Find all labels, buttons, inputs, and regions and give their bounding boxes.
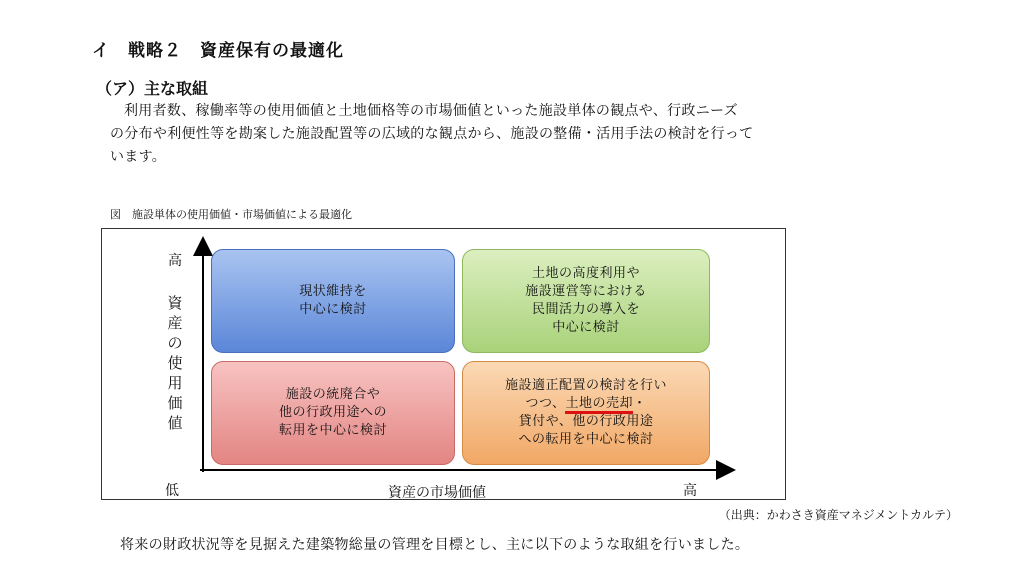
quadrant-bottom-right-text [505,377,667,449]
subsection-heading: （ア）主な取組 [96,79,209,98]
source-note: （出典：かわさき資産マネジメントカルテ） [718,508,958,522]
paragraph-line-2: の分布や利便性等を勘案した施設配置等の広域的な観点から、施設の整備・活用手法の検討を行って [110,126,754,142]
x-axis-high-label: 高 [683,483,697,499]
quadrant-bottom-right [462,361,710,465]
quadrant-bottom-left-text: 施設の統廃合や 他の行政用途への 転用を中心に検討 [278,387,387,438]
quadrant-top-right-text: 土地の高度利用や 施設運営等における 民間活力の導入を 中心に検討 [525,266,647,335]
y-axis-high-label: 高 [168,253,182,269]
y-axis-label: 資産の使用価値 [167,294,183,432]
quadrant-bottom-right-post: ・ 貸付や、他の行政用途 への転用を中心に検討 [518,396,654,447]
x-axis-label: 資産の市場価値 [388,485,486,501]
land-sale-underlined: 土地の売却 [565,396,633,414]
quadrant-bottom-right-pre: 施設適正配置の検討を行い つつ、 [504,378,667,411]
quadrant-bottom-left [211,361,455,465]
quadrant-top-left-text: 現状維持を 中心に検討 [299,284,367,317]
closing-sentence: 将来の財政状況等を見据えた建築物総量の管理を目標とし、主に以下のような取組を行いました。 [120,537,750,553]
quadrant-top-left [211,249,455,353]
paragraph-line-1: 利用者数、稼働率等の使用価値と土地価格等の市場価値といった施設単体の観点や、行政ニーズ [124,103,738,119]
paragraph-line-3: います。 [110,149,167,165]
quadrant-top-right [462,249,710,353]
section-heading: イ 戦略２ 資産保有の最適化 [92,41,344,61]
figure-caption: 図 施設単体の使用価値・市場価値による最適化 [110,208,352,221]
origin-low-label: 低 [165,483,179,499]
